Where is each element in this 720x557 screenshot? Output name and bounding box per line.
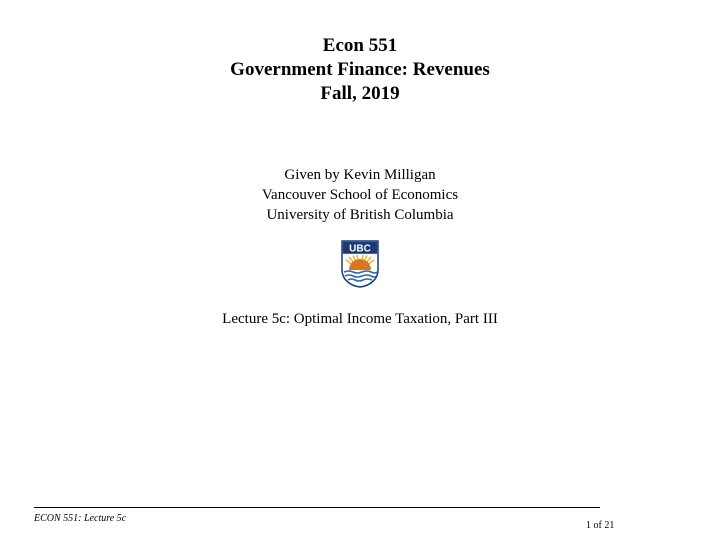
course-title: Econ 551 bbox=[322, 35, 398, 56]
title-block bbox=[0, 34, 720, 106]
lecture-title: Lecture 5c: Optimal Income Taxation, Part III bbox=[222, 311, 498, 327]
footer-divider bbox=[34, 507, 600, 508]
footer-label: ECON 551: Lecture 5c bbox=[34, 513, 127, 524]
subject-title: Government Finance: Revenues bbox=[230, 59, 490, 80]
university-line: University of British Columbia bbox=[266, 207, 454, 223]
school-line: Vancouver School of Economics bbox=[261, 187, 459, 203]
term-title: Fall, 2019 bbox=[320, 83, 400, 104]
presenter-line: Given by Kevin Milligan bbox=[284, 167, 436, 183]
page-number: 1 of 21 bbox=[586, 520, 615, 531]
author-block bbox=[0, 165, 720, 225]
crest-text: UBC bbox=[349, 243, 371, 255]
ubc-crest-icon bbox=[341, 240, 379, 288]
